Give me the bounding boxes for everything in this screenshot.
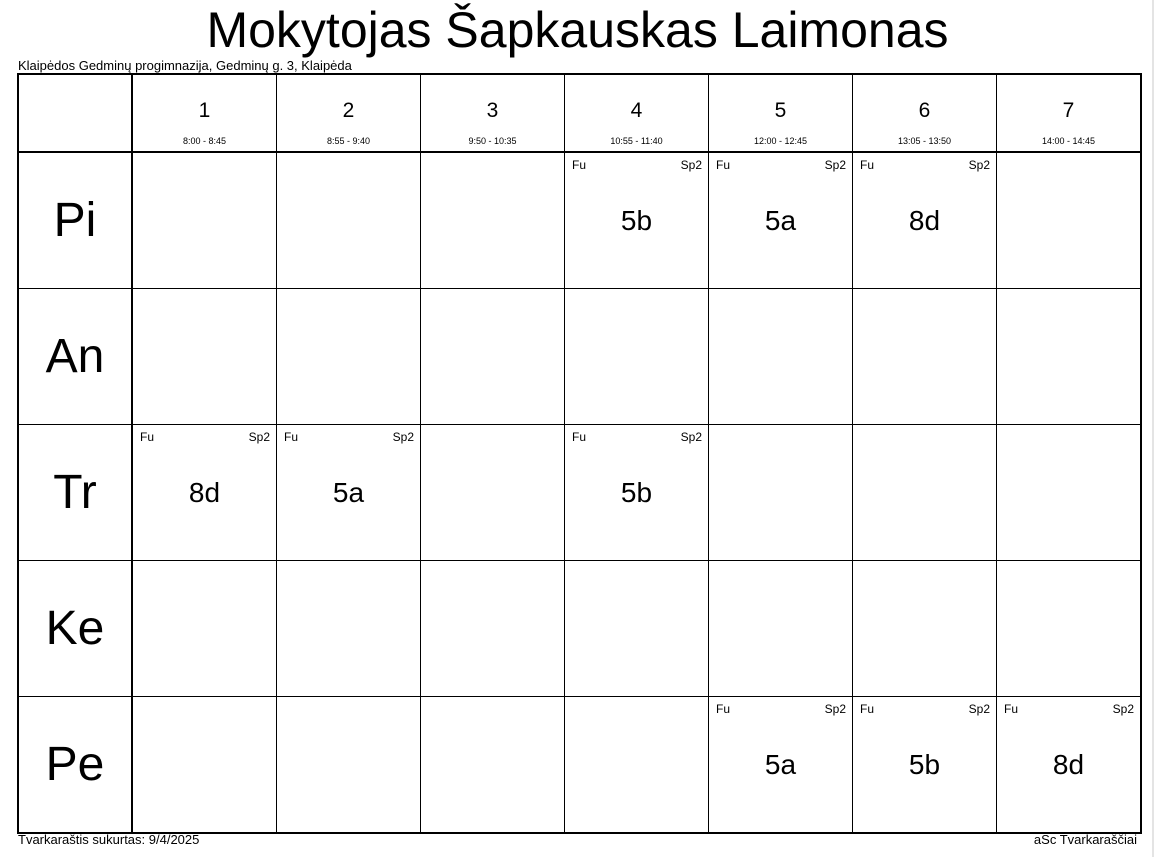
day-label: Pi <box>18 152 132 289</box>
day-label: An <box>18 289 132 425</box>
page-edge <box>1152 0 1154 857</box>
empty-cell <box>709 289 853 425</box>
lesson-class: 5b <box>620 205 653 236</box>
lesson-room: Sp2 <box>824 158 846 172</box>
empty-cell <box>421 697 565 834</box>
day-label: Ke <box>18 561 132 697</box>
period-header-4 <box>565 74 709 152</box>
empty-cell <box>277 152 421 289</box>
empty-cell <box>997 152 1142 289</box>
lesson-class: 5a <box>332 477 365 508</box>
lesson-subject: Fu <box>716 702 731 716</box>
lesson-cell <box>709 152 853 289</box>
lesson-subject: Fu <box>284 430 299 444</box>
empty-cell <box>132 289 277 425</box>
day-row <box>18 152 1141 289</box>
empty-cell <box>277 289 421 425</box>
lesson-cell <box>997 697 1142 834</box>
lesson-class: 5a <box>764 205 797 236</box>
empty-cell <box>565 697 709 834</box>
period-number: 3 <box>486 99 499 122</box>
empty-cell <box>277 697 421 834</box>
period-number: 1 <box>198 99 211 122</box>
period-number: 5 <box>774 99 787 122</box>
lesson-subject: Fu <box>860 158 875 172</box>
empty-cell <box>997 561 1142 697</box>
lesson-class: 5b <box>620 477 653 508</box>
empty-cell <box>132 152 277 289</box>
lesson-subject: Fu <box>140 430 155 444</box>
lesson-subject: Fu <box>716 158 731 172</box>
period-header-6 <box>853 74 997 152</box>
empty-cell <box>853 561 997 697</box>
brand-label: aSc Tvarkaraščiai <box>1033 832 1137 847</box>
period-time: 13:05 - 13:50 <box>897 136 952 146</box>
day-row <box>18 697 1141 834</box>
lesson-room: Sp2 <box>968 158 990 172</box>
created-date: Tvarkaraštis sukurtas: 9/4/2025 <box>18 832 200 847</box>
lesson-subject: Fu <box>572 430 587 444</box>
lesson-class: 5a <box>764 749 797 780</box>
day-label: Pe <box>18 697 132 834</box>
period-header-7 <box>997 74 1142 152</box>
period-header-5 <box>709 74 853 152</box>
lesson-subject: Fu <box>860 702 875 716</box>
page-title: Mokytojas Šapkauskas Laimonas <box>206 2 949 58</box>
lesson-room: Sp2 <box>1112 702 1134 716</box>
lesson-subject: Fu <box>1004 702 1019 716</box>
lesson-cell <box>277 425 421 561</box>
empty-cell <box>997 289 1142 425</box>
lesson-room: Sp2 <box>680 430 702 444</box>
period-time: 12:00 - 12:45 <box>753 136 808 146</box>
empty-cell <box>421 561 565 697</box>
period-number: 7 <box>1062 99 1075 122</box>
empty-cell <box>132 697 277 834</box>
lesson-cell <box>853 152 997 289</box>
period-number: 2 <box>342 99 355 122</box>
lesson-cell <box>853 697 997 834</box>
school-address: Klaipėdos Gedminų progimnazija, Gedminų g. 3, Klaipėda <box>18 58 352 73</box>
period-header-1 <box>132 74 277 152</box>
empty-cell <box>853 289 997 425</box>
lesson-room: Sp2 <box>392 430 414 444</box>
period-time: 8:00 - 8:45 <box>182 136 227 146</box>
period-number: 4 <box>630 99 643 122</box>
period-time: 10:55 - 11:40 <box>610 136 663 146</box>
empty-cell <box>132 561 277 697</box>
empty-cell <box>997 425 1142 561</box>
lesson-room: Sp2 <box>248 430 270 444</box>
day-row <box>18 425 1141 561</box>
empty-cell <box>421 152 565 289</box>
empty-cell <box>565 561 709 697</box>
empty-cell <box>421 425 565 561</box>
lesson-subject: Fu <box>572 158 587 172</box>
day-label: Tr <box>18 425 132 561</box>
empty-cell <box>421 289 565 425</box>
table-corner <box>18 74 132 152</box>
period-number: 6 <box>918 99 931 122</box>
period-header-3 <box>421 74 565 152</box>
lesson-class: 8d <box>908 205 941 236</box>
empty-cell <box>565 289 709 425</box>
timetable <box>17 73 1142 834</box>
period-time: 9:50 - 10:35 <box>468 136 517 146</box>
lesson-cell <box>565 152 709 289</box>
empty-cell <box>709 425 853 561</box>
lesson-room: Sp2 <box>680 158 702 172</box>
lesson-class: 8d <box>1052 749 1085 780</box>
day-row <box>18 561 1141 697</box>
period-header-2 <box>277 74 421 152</box>
day-row <box>18 289 1141 425</box>
lesson-room: Sp2 <box>824 702 846 716</box>
lesson-class: 8d <box>188 477 221 508</box>
lesson-cell <box>709 697 853 834</box>
empty-cell <box>709 561 853 697</box>
period-header-row <box>18 74 1141 152</box>
lesson-cell <box>132 425 277 561</box>
period-time: 8:55 - 9:40 <box>326 136 371 146</box>
lesson-cell <box>565 425 709 561</box>
lesson-room: Sp2 <box>968 702 990 716</box>
period-time: 14:00 - 14:45 <box>1041 136 1096 146</box>
empty-cell <box>853 425 997 561</box>
empty-cell <box>277 561 421 697</box>
lesson-class: 5b <box>908 749 941 780</box>
